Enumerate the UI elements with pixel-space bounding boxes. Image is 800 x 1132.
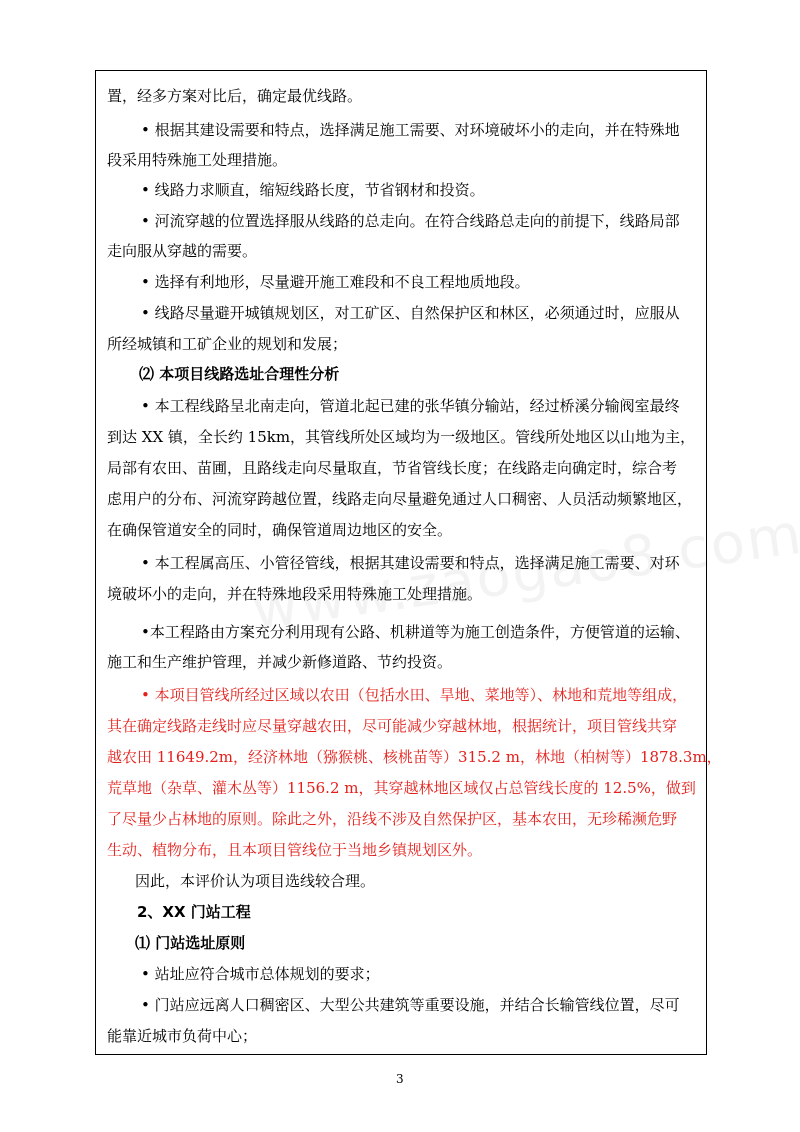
highlight-line: 了尽量少占林地的原则。除此之外，沿线不涉及自然保护区，基本农田，无珍稀濒危野 (107, 810, 678, 828)
text-line: • 门站应远离人口稠密区、大型公共建筑等重要设施，并结合长输管线位置，尽可 (141, 996, 680, 1014)
text-line: • 线路尽量避开城镇规划区，对工矿区、自然保护区和林区，必须通过时，应服从 (141, 304, 680, 322)
text-line: 所经城镇和工矿企业的规划和发展； (107, 335, 348, 353)
section-heading: 2、XX 门站工程 (137, 903, 251, 921)
text-line: 到达 XX 镇，全长约 15km，其管线所处区域均为一级地区。管线所处地区以山地为主， (107, 428, 696, 446)
highlight-line: • 本项目管线所经过区域以农田（包括水田、旱地、菜地等）、林地和荒地等组成， (141, 686, 688, 704)
section-heading: ⑵ 本项目线路选址合理性分析 (139, 365, 340, 383)
highlight-line: 其在确定线路走线时应尽量穿越农田，尽可能减少穿越林地，根据统计，项目管线共穿 (107, 717, 678, 735)
text-line: 施工和生产维护管理，并减少新修道路、节约投资。 (107, 653, 453, 671)
text-line: 因此，本评价认为项目选线较合理。 (135, 872, 376, 890)
highlight-line: 生动、植物分布，且本项目管线位于当地乡镇规划区外。 (107, 841, 483, 859)
text-line: 走向服从穿越的需要。 (107, 242, 258, 260)
page-number: 3 (396, 1072, 404, 1086)
text-line: 虑用户的分布、河流穿跨越位置，线路走向尽量避免通过人口稠密、人员活动频繁地区， (107, 490, 693, 508)
text-line: 置，经多方案对比后，确定最优线路。 (107, 87, 363, 105)
text-line: • 选择有利地形，尽量避开施工难段和不良工程地质地段。 (141, 273, 530, 291)
text-line: • 本工程属高压、小管径管线，根据其建设需要和特点，选择满足施工需要、对环 (141, 554, 680, 572)
text-line: • 根据其建设需要和特点，选择满足施工需要、对环境破坏小的走向，并在特殊地 (141, 121, 680, 139)
text-line: • 站址应符合城市总体规划的要求； (141, 965, 380, 983)
text-line: • 本工程线路呈北南走向，管道北起已建的张华镇分输站，经过桥溪分输阀室最终 (141, 397, 680, 415)
highlight-line: 越农田 11649.2m，经济林地（猕猴桃、核桃苗等）315.2 m，林地（柏树等）1878.3m， (107, 748, 722, 766)
text-line: 境破坏小的走向，并在特殊地段采用特殊施工处理措施。 (107, 585, 483, 603)
text-line: 能靠近城市负荷中心； (107, 1027, 258, 1045)
highlight-line: 荒草地（杂草、灌木丛等）1156.2 m，其穿越林地区域仅占总管线长度的 12.5%，做到 (107, 779, 696, 797)
text-line: • 河流穿越的位置选择服从线路的总走向。在符合线路总走向的前提下，线路局部 (141, 212, 680, 230)
text-line: 段采用特殊施工处理措施。 (107, 151, 288, 169)
text-line: 在确保管道安全的同时，确保管道周边地区的安全。 (107, 521, 453, 539)
text-line: •本工程路由方案充分利用现有公路、机耕道等为施工创造条件，方便管道的运输、 (141, 623, 690, 641)
text-line: 局部有农田、苗圃，且路线走向尽量取直，节省管线长度；在线路走向确定时，综合考 (107, 459, 678, 477)
text-line: • 线路力求顺直，缩短线路长度，节省钢材和投资。 (141, 181, 485, 199)
section-heading: ⑴ 门站选址原则 (135, 934, 246, 952)
